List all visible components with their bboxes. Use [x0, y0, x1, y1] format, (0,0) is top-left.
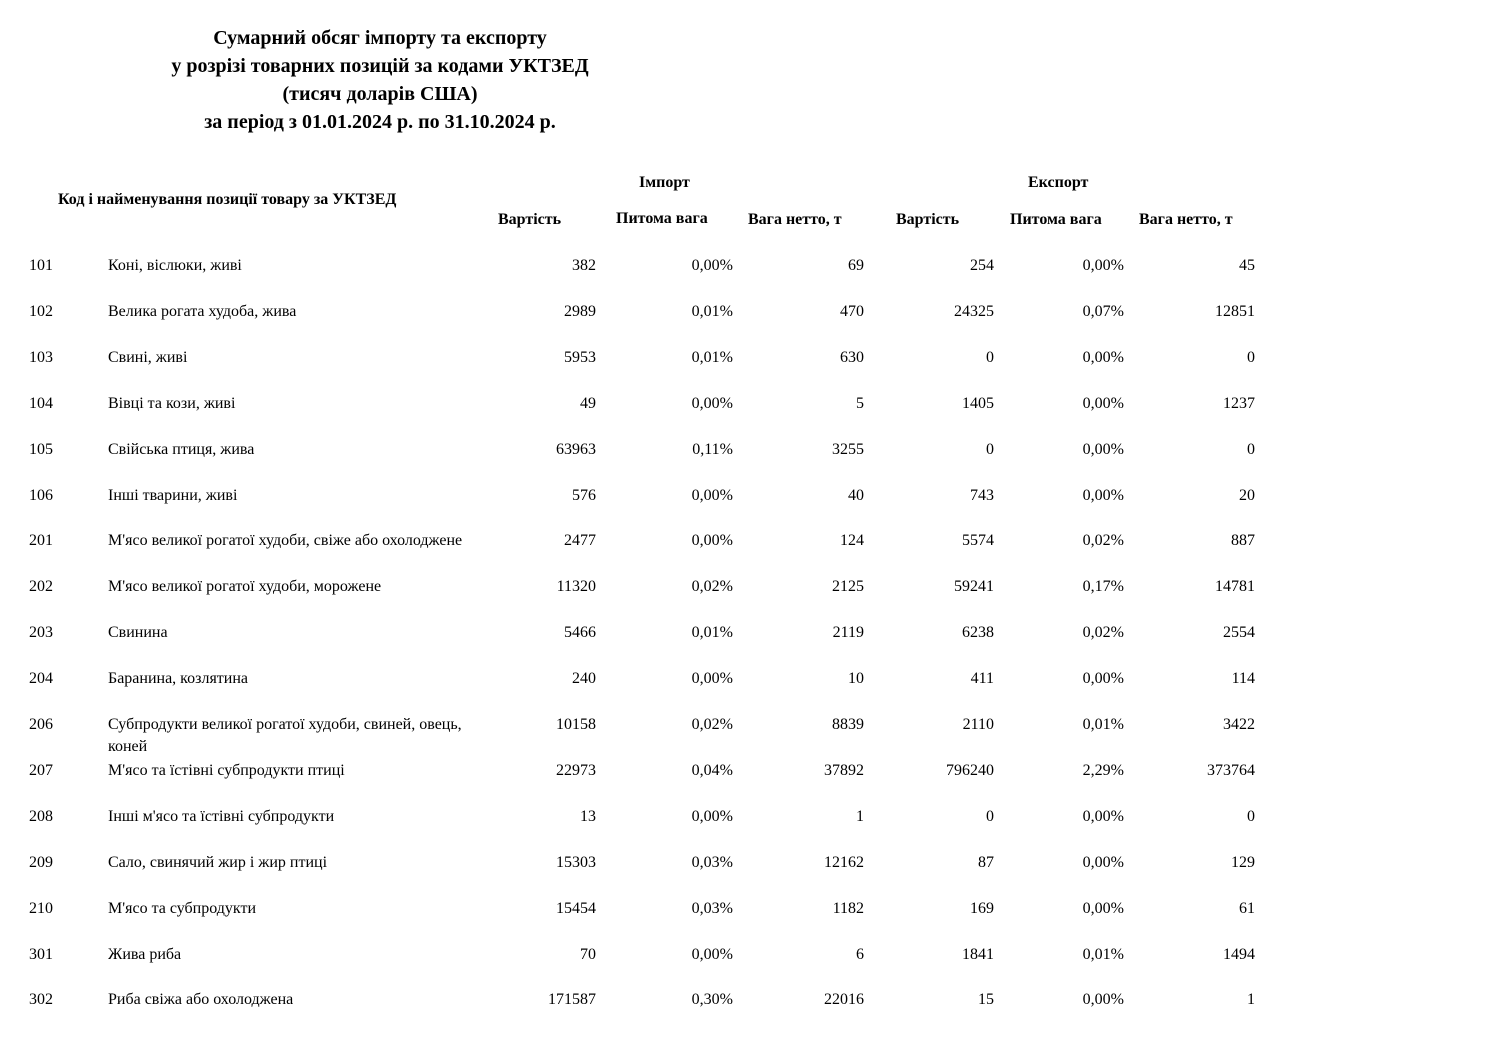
row-export-share: 0,00% — [1082, 670, 1124, 687]
row-export-value: 59241 — [954, 578, 994, 595]
row-import-weight: 12162 — [824, 854, 864, 871]
row-import-share: 0,03% — [691, 854, 733, 871]
row-import-share: 0,02% — [691, 578, 733, 595]
row-import-value: 5466 — [564, 624, 596, 641]
row-import-value: 240 — [572, 670, 596, 687]
row-export-share: 0,02% — [1082, 532, 1124, 549]
row-export-value: 6238 — [962, 624, 994, 641]
row-name: Велика рогата худоба, жива — [108, 303, 297, 320]
row-import-weight: 10 — [848, 670, 864, 687]
row-export-value: 254 — [970, 257, 994, 274]
row-import-share: 0,04% — [691, 762, 733, 779]
row-export-share: 0,01% — [1082, 946, 1124, 963]
header-export-share: Питома вага — [1010, 211, 1102, 228]
row-code: 206 — [29, 716, 53, 733]
row-import-share: 0,00% — [691, 670, 733, 687]
row-export-value: 1841 — [962, 946, 994, 963]
row-import-weight: 6 — [856, 946, 864, 963]
row-export-weight: 1237 — [1223, 395, 1255, 412]
row-export-weight: 0 — [1247, 441, 1255, 458]
row-import-share: 0,01% — [691, 624, 733, 641]
row-code: 302 — [29, 991, 53, 1008]
header-export-value: Вартість — [896, 211, 960, 228]
row-import-weight: 5 — [856, 395, 864, 412]
row-name: Свині, живі — [108, 349, 188, 366]
row-export-share: 0,02% — [1082, 624, 1124, 641]
row-export-share: 0,00% — [1082, 991, 1124, 1008]
title-line-1: Сумарний обсяг імпорту та експорту — [213, 27, 547, 49]
row-code: 208 — [29, 808, 53, 825]
row-export-share: 0,00% — [1082, 257, 1124, 274]
header-import: Імпорт — [639, 174, 690, 191]
row-import-value: 382 — [572, 257, 596, 274]
row-name: Свинина — [108, 624, 168, 641]
row-import-value: 15454 — [556, 900, 596, 917]
row-name: Свійська птиця, жива — [108, 441, 255, 458]
row-export-share: 0,00% — [1082, 487, 1124, 504]
row-code: 105 — [29, 441, 53, 458]
row-export-share: 0,00% — [1082, 349, 1124, 366]
table-row — [0, 393, 1497, 437]
row-import-weight: 470 — [840, 303, 864, 320]
row-export-value: 2110 — [962, 716, 994, 733]
row-import-value: 22973 — [556, 762, 596, 779]
row-name: Інші м'ясо та їстівні субпродукти — [108, 808, 335, 825]
row-export-share: 0,00% — [1082, 900, 1124, 917]
row-name: Коні, віслюки, живі — [108, 257, 242, 274]
table-row — [0, 301, 1497, 345]
row-export-value: 0 — [986, 441, 994, 458]
row-code: 301 — [29, 946, 53, 963]
row-import-weight: 1 — [856, 808, 864, 825]
table-row — [0, 989, 1497, 1033]
table-row — [0, 485, 1497, 529]
row-import-value: 63963 — [556, 441, 596, 458]
table-row — [0, 347, 1497, 391]
row-export-value: 15 — [978, 991, 994, 1008]
row-code: 210 — [29, 900, 53, 917]
row-export-share: 0,00% — [1082, 808, 1124, 825]
row-export-value: 796240 — [946, 762, 994, 779]
row-export-weight: 1494 — [1223, 946, 1255, 963]
row-import-share: 0,01% — [691, 349, 733, 366]
row-import-value: 13 — [580, 808, 596, 825]
row-export-value: 24325 — [954, 303, 994, 320]
table-row — [0, 530, 1497, 574]
row-export-value: 1405 — [962, 395, 994, 412]
row-import-value: 49 — [580, 395, 596, 412]
row-code: 204 — [29, 670, 53, 687]
row-import-weight: 3255 — [832, 441, 864, 458]
row-export-share: 0,00% — [1082, 854, 1124, 871]
row-import-share: 0,11% — [692, 441, 733, 458]
row-export-weight: 1 — [1247, 991, 1255, 1008]
row-import-weight: 2119 — [832, 624, 864, 641]
row-export-share: 0,17% — [1082, 578, 1124, 595]
row-code: 103 — [29, 349, 53, 366]
row-import-share: 0,00% — [691, 808, 733, 825]
row-code: 101 — [29, 257, 53, 274]
row-export-share: 0,07% — [1082, 303, 1124, 320]
row-export-value: 169 — [970, 900, 994, 917]
row-code: 207 — [29, 762, 53, 779]
table-row — [0, 255, 1497, 299]
row-import-share: 0,01% — [691, 303, 733, 320]
row-import-share: 0,00% — [691, 946, 733, 963]
row-import-value: 15303 — [556, 854, 596, 871]
row-name: Риба свіжа або охолоджена — [108, 991, 294, 1008]
header-export: Експорт — [1028, 174, 1089, 191]
row-code: 203 — [29, 624, 53, 641]
table-row — [0, 714, 1497, 758]
row-export-weight: 14781 — [1215, 578, 1255, 595]
row-import-weight: 124 — [840, 532, 864, 549]
row-name: Субпродукти великої рогатої худоби, свиней, овець, коней — [108, 716, 462, 755]
row-export-value: 0 — [986, 808, 994, 825]
row-export-weight: 3422 — [1223, 716, 1255, 733]
row-export-share: 0,00% — [1082, 441, 1124, 458]
row-name: Сало, свинячий жир і жир птиці — [108, 854, 328, 871]
row-export-weight: 61 — [1239, 900, 1255, 917]
row-name: М'ясо та їстівні субпродукти птиці — [108, 762, 345, 779]
row-export-value: 87 — [978, 854, 994, 871]
row-import-value: 70 — [580, 946, 596, 963]
row-import-share: 0,03% — [691, 900, 733, 917]
row-import-share: 0,00% — [691, 532, 733, 549]
row-code: 202 — [29, 578, 53, 595]
row-export-weight: 0 — [1247, 808, 1255, 825]
title-line-3: (тисяч доларів США) — [282, 83, 478, 105]
row-import-weight: 2125 — [832, 578, 864, 595]
row-import-value: 2989 — [564, 303, 596, 320]
row-export-weight: 114 — [1231, 670, 1255, 687]
row-export-weight: 887 — [1231, 532, 1255, 549]
row-export-weight: 2554 — [1223, 624, 1255, 641]
row-name: Інші тварини, живі — [108, 487, 238, 504]
row-export-share: 0,01% — [1082, 716, 1124, 733]
row-export-value: 743 — [970, 487, 994, 504]
row-import-value: 171587 — [548, 991, 596, 1008]
row-import-weight: 1182 — [832, 900, 864, 917]
row-import-value: 11320 — [556, 578, 596, 595]
row-code: 102 — [29, 303, 53, 320]
table-row — [0, 944, 1497, 988]
row-code: 106 — [29, 487, 53, 504]
row-import-weight: 37892 — [824, 762, 864, 779]
row-name: Баранина, козлятина — [108, 670, 249, 687]
row-code: 201 — [29, 532, 53, 549]
row-import-weight: 22016 — [824, 991, 864, 1008]
header-export-weight: Вага нетто, т — [1139, 211, 1233, 228]
row-import-weight: 40 — [848, 487, 864, 504]
row-export-share: 2,29% — [1082, 762, 1124, 779]
row-import-weight: 69 — [848, 257, 864, 274]
row-export-weight: 12851 — [1215, 303, 1255, 320]
row-import-share: 0,30% — [691, 991, 733, 1008]
row-import-value: 2477 — [564, 532, 596, 549]
row-import-weight: 8839 — [832, 716, 864, 733]
header-import-share: Питома вага — [616, 210, 708, 227]
row-export-weight: 0 — [1247, 349, 1255, 366]
table-row — [0, 852, 1497, 896]
table-row — [0, 668, 1497, 712]
row-export-value: 411 — [970, 670, 994, 687]
row-import-share: 0,02% — [691, 716, 733, 733]
row-import-share: 0,00% — [691, 487, 733, 504]
row-export-value: 0 — [986, 349, 994, 366]
row-import-share: 0,00% — [691, 395, 733, 412]
row-name: М'ясо великої рогатої худоби, морожене — [108, 578, 382, 595]
row-code: 104 — [29, 395, 53, 412]
row-name: Вівці та кози, живі — [108, 395, 236, 412]
row-export-weight: 129 — [1231, 854, 1255, 871]
table-row — [0, 439, 1497, 483]
row-import-weight: 630 — [840, 349, 864, 366]
row-code: 209 — [29, 854, 53, 871]
row-import-value: 576 — [572, 487, 596, 504]
row-export-value: 5574 — [962, 532, 994, 549]
row-export-weight: 373764 — [1207, 762, 1255, 779]
row-export-weight: 45 — [1239, 257, 1255, 274]
row-import-value: 5953 — [564, 349, 596, 366]
row-import-share: 0,00% — [691, 257, 733, 274]
row-name: Жива риба — [108, 946, 182, 963]
table-row — [0, 622, 1497, 666]
table-row — [0, 576, 1497, 620]
row-export-share: 0,00% — [1082, 395, 1124, 412]
title-line-4: за період з 01.01.2024 р. по 31.10.2024 р. — [204, 111, 556, 133]
table-row — [0, 806, 1497, 850]
header-import-value: Вартість — [498, 211, 562, 228]
row-name: М'ясо та субпродукти — [108, 900, 257, 917]
row-name: М'ясо великої рогатої худоби, свіже або охолоджене — [108, 532, 463, 549]
header-code-name: Код і найменування позиції товару за УКТЗЕД — [58, 191, 397, 208]
row-import-value: 10158 — [556, 716, 596, 733]
header-import-weight: Вага нетто, т — [748, 211, 842, 228]
title-line-2: у розрізі товарних позицій за кодами УКТЗЕД — [171, 55, 589, 77]
table-row — [0, 760, 1497, 804]
row-export-weight: 20 — [1239, 487, 1255, 504]
report-title — [130, 24, 630, 136]
table-row — [0, 898, 1497, 942]
